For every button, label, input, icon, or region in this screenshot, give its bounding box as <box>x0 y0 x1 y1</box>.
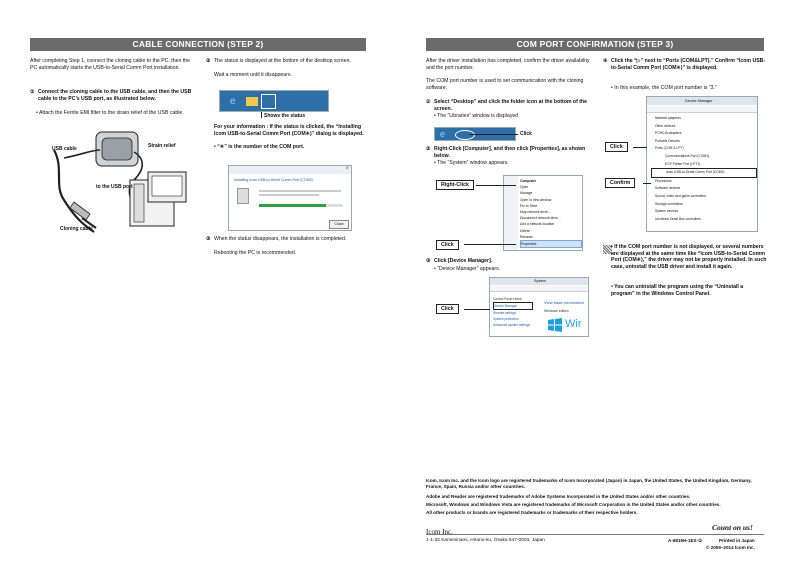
context-menu-item[interactable]: Computer <box>520 179 537 183</box>
r-step2-bullet: • The “System” window appears. <box>434 160 509 166</box>
device-tree-item[interactable]: ECP Printer Port (LPT1) <box>665 161 701 166</box>
trademark-3: Microsoft, Windows and Windows Vista are registered trademarks of Microsoft Corporation in the United States and/or other countries. <box>426 502 721 507</box>
device-tree-item[interactable]: Ports (COM & LPT) <box>655 146 684 151</box>
step2-number: ② <box>206 58 211 64</box>
context-menu-item[interactable]: Open <box>520 185 529 190</box>
windows-logo <box>548 318 562 332</box>
context-menu-item[interactable]: Pin to Start <box>520 203 537 208</box>
context-menu-screenshot <box>503 175 583 251</box>
context-menu-item[interactable]: Disconnect network drive... <box>520 216 561 221</box>
device-tree-item[interactable]: Icom USB-to-Serial Comm Port (COM3) <box>651 168 757 178</box>
r-step3-number: ③ <box>426 258 431 264</box>
step2-text: The status is displayed at the bottom of the desktop screen. <box>214 58 351 64</box>
dialog-title: Installing Icom USB-to-Serial Comm Port (COM3) <box>234 178 313 182</box>
device-tree-item[interactable]: Other devices <box>655 123 676 128</box>
dialog-close-button[interactable]: Close <box>329 220 349 229</box>
folder-icon[interactable] <box>455 130 475 140</box>
r-step3-text: Click [Device Manager]. <box>434 258 493 264</box>
system-title: System <box>490 278 589 285</box>
confirm-badge: Confirm <box>605 178 635 188</box>
count-on-us: Count on us! <box>712 523 753 532</box>
shows-status-label: Shows the status <box>264 113 306 119</box>
step3-number: ③ <box>206 236 211 242</box>
info-note: • “✳” is the number of the COM port. <box>214 144 305 150</box>
right-intro: After the driver installation has completed, confirm the driver availability and the port number. <box>426 58 590 71</box>
r-step1-text: Select “Desktop” and click the folder icon at the bottom of the screen. <box>434 99 588 112</box>
r-step1-number: ① <box>426 99 431 105</box>
device-tree-item[interactable]: Software devices <box>655 186 681 191</box>
context-menu-item[interactable]: Rename <box>520 234 533 239</box>
windows-wordmark: Wir <box>565 318 582 330</box>
install-dialog <box>228 165 352 231</box>
system-link[interactable]: Remote settings <box>493 311 517 315</box>
context-menu-item[interactable]: Map network drive... <box>520 210 551 215</box>
system-link[interactable]: Advanced system settings <box>493 323 531 327</box>
device-tree-item[interactable]: Communications Port (COM1) <box>665 153 710 158</box>
step1-bullet: • Attach the Ferrite EMI filter to the strain relief of the USB cable. <box>36 110 184 116</box>
cloning-cable-label: Cloning cable <box>60 226 93 232</box>
context-menu-item[interactable]: Add a network location <box>520 222 555 227</box>
footer-rule <box>426 534 764 535</box>
r-step2-number: ② <box>426 146 431 152</box>
right-intro-2: The COM port number is used to set communication with the cloning software. <box>426 78 584 91</box>
cable-connection-header: CABLE CONNECTION (STEP 2) <box>30 38 366 51</box>
click-label-1: Click <box>520 131 532 137</box>
device-manager-window <box>646 96 758 232</box>
step3-reboot: Rebooting the PC is recommended. <box>214 250 297 256</box>
view-basic-info: View basic information <box>544 300 584 305</box>
strain-relief-label: Strain relief <box>148 143 176 149</box>
step1-text: Connect the cloning cable to the USB cable, and then the USB cable to the PC’s USB port, as illustrated below. <box>38 89 192 102</box>
r-step3-bullet: • “Device Manager” appears. <box>434 266 501 272</box>
status-pointer-line <box>261 112 262 118</box>
device-tree-item[interactable]: Sound, video and game controllers <box>655 193 706 198</box>
com-port-header: COM PORT CONFIRMATION (STEP 3) <box>426 38 764 51</box>
ie-icon: e <box>230 96 236 107</box>
context-menu-item[interactable]: Properties <box>520 240 582 248</box>
device-tree-item[interactable]: Storage controllers <box>655 201 683 206</box>
step1-number: ① <box>30 89 35 95</box>
click-badge-properties: Click <box>436 240 459 250</box>
status-icon <box>261 94 276 109</box>
r-step1-bullet: • The “Libraries” window is displayed <box>434 113 519 119</box>
system-window <box>489 277 589 337</box>
system-link[interactable]: System protection <box>493 317 519 321</box>
taskbar-screenshot <box>219 90 329 112</box>
step3-text: When the status disappears, the installation is completed. <box>214 236 347 242</box>
usb-cable-label: USB cable <box>52 146 77 152</box>
click-badge-ports: Click <box>605 142 628 152</box>
left-intro: After completing Step 1, connect the cloning cable to the PC, then the PC automatically starts the USB-to-Serial Comm Port installation. <box>30 58 191 71</box>
ie-icon: e <box>440 129 446 139</box>
trademark-1: Icom, Icom Inc. and the Icom logo are registered trademarks of Icom Incorporated (Japan) in Japan, the United States, the United Kingdom, Germany, France, Spain, Russia and/or other countries. <box>426 478 752 490</box>
usb-port-label: to the USB port <box>96 184 133 190</box>
device-tree-item[interactable]: Universal Serial Bus controllers <box>655 216 701 221</box>
r-step2-text: Right-Click [Computer], and then click [Properties], as shown below. <box>434 146 586 159</box>
r-step4-number: ④ <box>603 58 608 64</box>
company-address: 1-1-32 Kamiminami, Hirano-ku, Osaka 547-0003, Japan <box>426 538 545 543</box>
r-step4-text: Click the “▷” next to “Ports (COM&LPT).” Confirm “Icom USB-to-Serial Comm Port (COM✳)” is displayed. <box>611 58 766 71</box>
trademark-2: Adobe and Reader are registered trademarks of Adobe Systems Incorporated in the United States and/or other countries. <box>426 494 691 499</box>
click-badge-device-manager: Click <box>436 304 459 314</box>
printed-in: Printed in Japan <box>719 538 755 543</box>
note-uninstall: • You can uninstall the program using the “Uninstall a program” in the Windows Control Panel. <box>611 284 744 297</box>
device-icon <box>237 188 249 204</box>
context-menu-item[interactable]: Delete <box>520 228 530 233</box>
windows-edition: Windows edition <box>544 309 569 313</box>
step2-wait: Wait a moment until it disappears. <box>214 72 292 78</box>
document-code: A-6815H-1EX-① <box>668 538 703 543</box>
folder-icon <box>246 97 258 106</box>
device-tree-item[interactable]: System devices <box>655 209 679 214</box>
note-com-port: • If the COM port number is not displayed, or several numbers are displayed at the same time like “Icom USB-to-Serial Comm Port (COM✳),” the driver may not be properly installed. In such case, uninstall the USB driver and install it again. <box>611 244 767 270</box>
r-step4-bullet: • In this example, the COM port number is “3.” <box>611 85 717 91</box>
context-menu-item[interactable]: Manage <box>520 191 533 196</box>
device-tree-item[interactable]: PCMCIA adapters <box>655 131 682 136</box>
info-text: For your information : If the status is clicked, the “Installing Icom USB-to-Serial Comm Port (COM✳)” dialog is displayed. <box>214 124 364 137</box>
copyright: © 2009–2014 Icom Inc. <box>706 545 755 550</box>
right-click-badge: Right-Click <box>436 180 474 190</box>
device-tree-item[interactable]: Portable Devices <box>655 138 680 143</box>
context-menu-item[interactable]: Open in new window <box>520 197 552 202</box>
progress-bar <box>259 204 343 207</box>
system-link[interactable]: Control Panel Home <box>493 297 522 301</box>
device-tree-item[interactable]: Network adapters <box>655 116 681 120</box>
device-tree-item[interactable]: Processors <box>655 178 672 183</box>
device-manager-title: Device Manager <box>647 97 758 105</box>
trademark-4: All other products or brands are registered trademarks or trademarks of their respective holders. <box>426 510 638 515</box>
company-name: Icom Inc. <box>426 528 453 536</box>
system-link[interactable]: Device Manager <box>493 302 533 310</box>
dialog-close-icon[interactable]: × <box>345 166 349 172</box>
